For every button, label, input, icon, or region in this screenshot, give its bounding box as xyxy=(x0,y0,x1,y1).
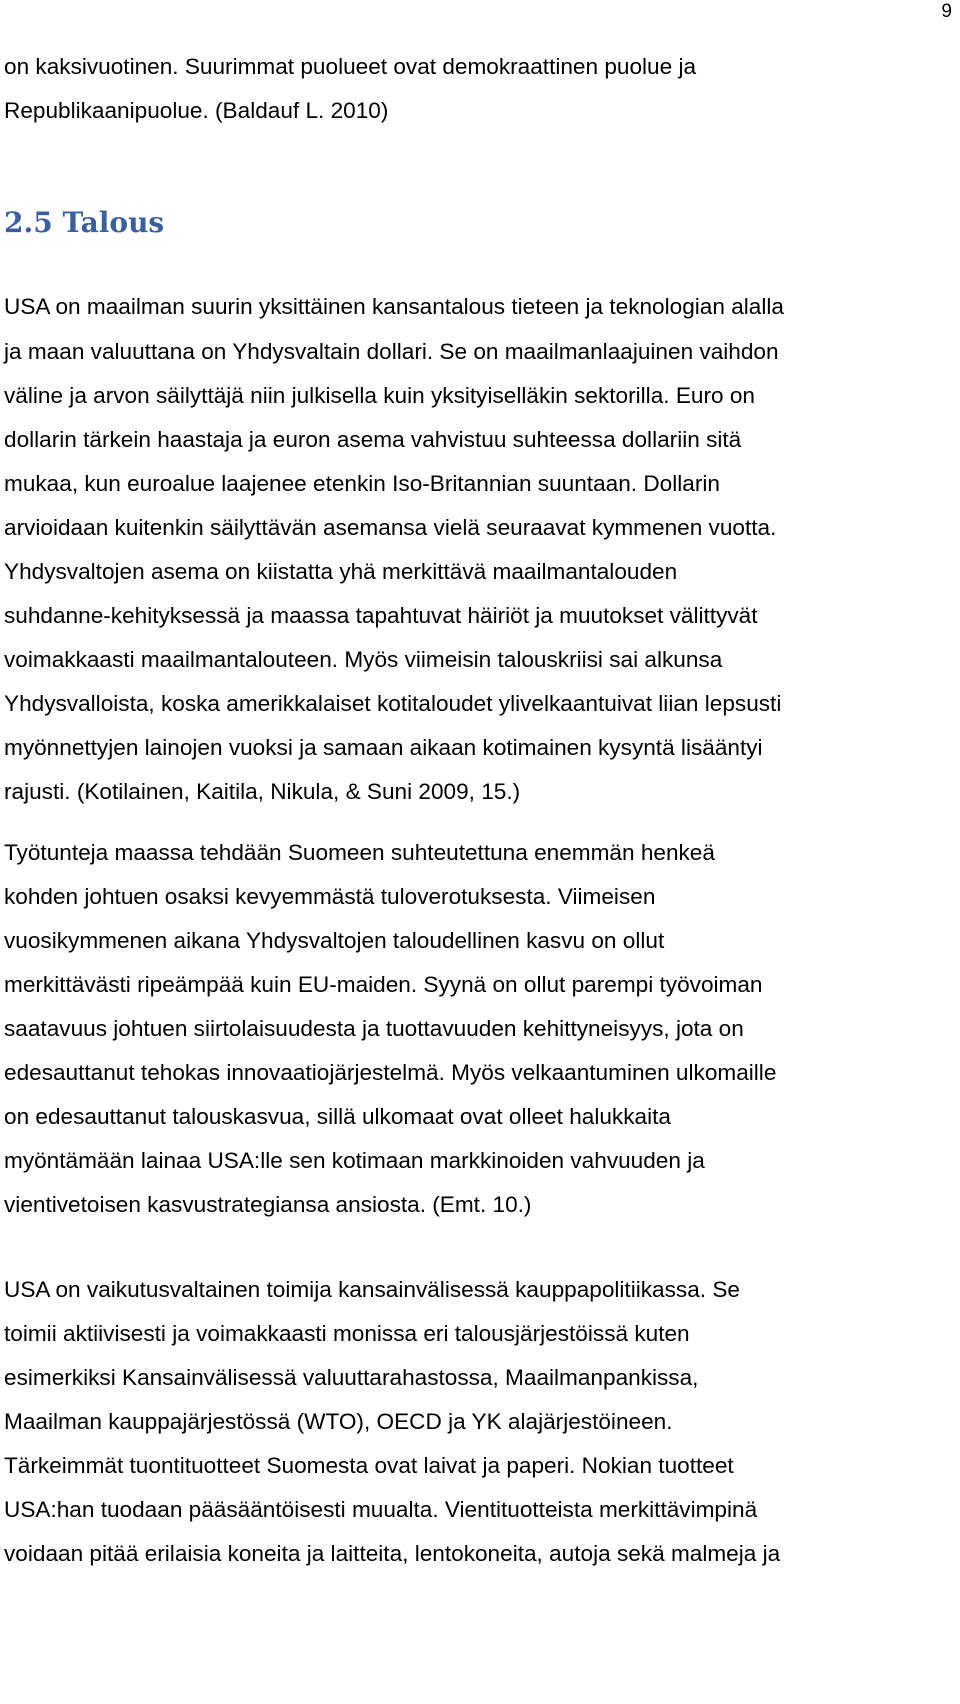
text-line: dollarin tärkein haastaja ja euron asema vahvistuu suhteessa dollariin sitä xyxy=(4,427,742,452)
text-line: arvioidaan kuitenkin säilyttävän asemansa vielä seuraavat kymmenen vuotta. xyxy=(4,515,777,540)
text-line: Yhdysvaltojen asema on kiistatta yhä merkittävä maailmantalouden xyxy=(4,559,678,584)
text-line: edesauttanut tehokas innovaatiojärjestelmä. Myös velkaantuminen ulkomaille xyxy=(4,1060,777,1085)
text-line: on edesauttanut talouskasvua, sillä ulkomaat ovat olleet halukkaita xyxy=(4,1104,671,1129)
text-line: USA:han tuodaan pääsääntöisesti muualta. Vientituotteista merkittävimpinä xyxy=(4,1497,758,1522)
text-line: rajusti. (Kotilainen, Kaitila, Nikula, & Suni 2009, 15.) xyxy=(4,779,521,804)
text-line: vuosikymmenen aikana Yhdysvaltojen taloudellinen kasvu on ollut xyxy=(4,928,665,953)
text-line: Työtunteja maassa tehdään Suomeen suhteutettuna enemmän henkeä xyxy=(4,840,715,865)
text-line: esimerkiksi Kansainvälisessä valuuttarahastossa, Maailmanpankissa, xyxy=(4,1365,699,1390)
text-line: USA on maailman suurin yksittäinen kansantalous tieteen ja teknologian alalla xyxy=(4,294,784,319)
text-line: voimakkaasti maailmantalouteen. Myös viimeisin talouskriisi sai alkunsa xyxy=(4,647,723,672)
text-line: mukaa, kun euroalue laajenee etenkin Iso-Britannian suuntaan. Dollarin xyxy=(4,471,720,496)
text-line: ja maan valuuttana on Yhdysvaltain dollari. Se on maailmanlaajuinen vaihdon xyxy=(4,339,779,364)
text-line: Yhdysvalloista, koska amerikkalaiset kotitaloudet ylivelkaantuivat liian lepsusti xyxy=(4,691,782,716)
page-number: 9 xyxy=(941,1,952,22)
section-heading: 2.5 Talous xyxy=(4,206,165,239)
text-line: on kaksivuotinen. Suurimmat puolueet ovat demokraattinen puolue ja xyxy=(4,54,697,79)
text-line: voidaan pitää erilaisia koneita ja laitteita, lentokoneita, autoja sekä malmeja ja xyxy=(4,1541,781,1566)
text-line: kohden johtuen osaksi kevyemmästä tuloverotuksesta. Viimeisen xyxy=(4,884,656,909)
text-line: väline ja arvon säilyttäjä niin julkisella kuin yksityiselläkin sektorilla. Euro on xyxy=(4,383,755,408)
text-line: myönnettyjen lainojen vuoksi ja samaan aikaan kotimainen kysyntä lisääntyi xyxy=(4,735,763,760)
text-line: saatavuus johtuen siirtolaisuudesta ja tuottavuuden kehittyneisyys, jota on xyxy=(4,1016,744,1041)
text-line: vientivetoisen kasvustrategiansa ansiosta. (Emt. 10.) xyxy=(4,1192,532,1217)
text-line: myöntämään lainaa USA:lle sen kotimaan markkinoiden vahvuuden ja xyxy=(4,1148,705,1173)
text-line: Tärkeimmät tuontituotteet Suomesta ovat laivat ja paperi. Nokian tuotteet xyxy=(4,1453,734,1478)
text-line: Republikaanipuolue. (Baldauf L. 2010) xyxy=(4,98,389,123)
text-line: suhdanne-kehityksessä ja maassa tapahtuvat häiriöt ja muutokset välittyvät xyxy=(4,603,758,628)
text-line: USA on vaikutusvaltainen toimija kansainvälisessä kauppapolitiikassa. Se xyxy=(4,1277,740,1302)
text-line: Maailman kauppajärjestössä (WTO), OECD ja YK alajärjestöineen. xyxy=(4,1409,673,1434)
text-line: merkittävästi ripeämpää kuin EU-maiden. Syynä on ollut parempi työvoiman xyxy=(4,972,763,997)
text-line: toimii aktiivisesti ja voimakkaasti monissa eri talousjärjestöissä kuten xyxy=(4,1321,690,1346)
